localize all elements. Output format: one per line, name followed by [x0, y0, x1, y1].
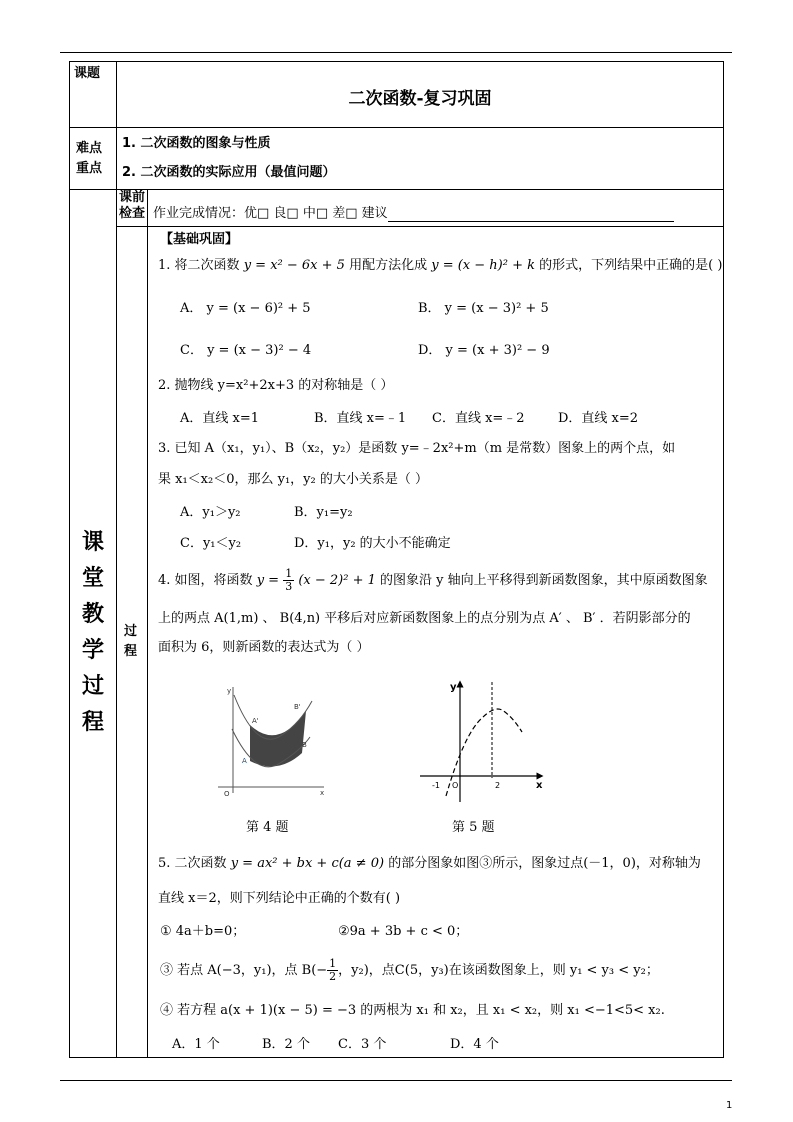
q1-expr2: y = (x − h)² + k — [431, 258, 535, 273]
side-char: 学 — [81, 638, 104, 663]
q4-y-eq: y = — [256, 573, 280, 588]
q2-option-d: D．直线 x=2 — [558, 411, 639, 426]
fig4-label-x: x — [320, 789, 325, 797]
q5-c3-b: ，y₂)，点C(5，y₃)在该函数图象上，则 y₁ < y₃ < y₂； — [338, 963, 659, 978]
q1-stem-c: 的形式，下列结果中正确的是( ) — [539, 258, 723, 273]
figure-4 — [212, 683, 342, 803]
side-char: 教 — [81, 602, 104, 627]
figure-5 — [418, 678, 558, 802]
precheck-label-line1: 课前 — [119, 190, 146, 205]
q2-option-b: B．直线 x=﹣1 — [314, 411, 407, 426]
key-label — [76, 141, 102, 177]
q5-line1 — [158, 856, 701, 872]
q1-option-b: B． y = (x − 3)² + 5 — [418, 301, 549, 316]
q4-line2: 上的两点 A(1,m) 、 B(4,n) 平移后对应新函数图象上的点分别为点 A′ 、 B′ ．若阴影部分的 — [158, 611, 691, 626]
side-char: 课 — [81, 530, 104, 555]
precheck-prompt: 作业完成情况：优□ 良□ 中□ 差□ 建议 — [153, 206, 388, 221]
page-number: 1 — [726, 1100, 733, 1111]
page-title: 二次函数-复习巩固 — [348, 89, 492, 109]
suggestion-blank — [388, 209, 674, 222]
q4-line1-a: 4. 如图，将函数 — [158, 573, 253, 588]
q3-option-b: B．y₁=y₂ — [294, 505, 353, 520]
q2-option-a: A．直线 x=1 — [180, 411, 260, 426]
q5-line1-c: 的部分图象如图③所示，图象过点(－1，0)，对称轴为 — [388, 856, 701, 871]
fig5-label-x: x — [536, 780, 543, 791]
q1-stem-a: 1. 将二次函数 — [158, 258, 240, 273]
key-label-line1: 难点 — [76, 141, 103, 156]
precheck-label-line2: 检查 — [119, 206, 146, 221]
q2-stem: 2. 抛物线 y=x²+2x+3 的对称轴是（ ） — [158, 378, 394, 393]
fig4-label-a: A — [242, 757, 247, 765]
q3-line1: 3. 已知 A（x₁，y₁）、B（x₂，y₂）是函数 y=﹣2x²+m（m 是常数）图象上的两个点，如 — [158, 441, 676, 456]
process-char: 程 — [124, 644, 138, 659]
fig5-label-2: 2 — [495, 781, 501, 790]
q4-line1-c: 的图象沿 y 轴向上平移得到新函数图象，其中原函数图象 — [380, 573, 708, 588]
q3-line2: 果 x₁＜x₂＜0，那么 y₁，y₂ 的大小关系是（ ） — [158, 472, 428, 487]
fig4-label-y: y — [227, 687, 232, 695]
fig4-caption: 第 4 题 — [246, 820, 289, 835]
q1-expr1: y = x² − 6x + 5 — [243, 258, 345, 273]
side-char: 程 — [81, 710, 104, 735]
q5-conclusion-1: ① 4a＋b=0； — [160, 924, 246, 939]
key-point-2: 2. 二次函数的实际应用（最值问题） — [122, 165, 336, 180]
process-label — [124, 624, 137, 660]
q3-option-d: D．y₁，y₂ 的大小不能确定 — [294, 536, 451, 551]
q3-option-c: C．y₁＜y₂ — [180, 536, 242, 551]
fig4-label-b: B — [302, 741, 307, 749]
fig5-caption: 第 5 题 — [452, 820, 495, 835]
q4-line3: 面积为 6，则新函数的表达式为（ ） — [158, 640, 370, 655]
side-label-classroom-process — [76, 525, 110, 741]
q5-conclusion-2: ②9a + 3b + c < 0； — [338, 924, 469, 939]
q5-line1-a: 5. 二次函数 — [158, 856, 227, 871]
fig4-label-o: O — [224, 790, 230, 798]
topic-label: 课题 — [74, 66, 101, 81]
fig5-label-o: O — [452, 781, 459, 790]
q5-half-fraction: $\frac{1}{2}$ — [329, 957, 337, 983]
fig4-label-a-prime: A' — [252, 717, 259, 725]
key-label-line2: 重点 — [76, 161, 103, 176]
side-char: 过 — [81, 674, 104, 699]
q2-option-c: C．直线 x=﹣2 — [432, 411, 525, 426]
fig4-label-b-prime: B' — [294, 703, 301, 711]
q1-stem — [158, 258, 722, 274]
q5-conclusion-4: ④ 若方程 a(x + 1)(x − 5) = −3 的两根为 x₁ 和 x₂，且 x₁ < x₂，则 x₁ <−1<5< x₂. — [160, 1003, 665, 1018]
q3-option-a: A．y₁＞y₂ — [180, 505, 241, 520]
q4-fraction: $\frac{1}{3}$ — [285, 567, 293, 593]
q5-option-b: B．2 个 — [262, 1037, 310, 1052]
q5-expr: y = ax² + bx + c(a ≠ 0) — [230, 856, 385, 871]
side-char: 堂 — [81, 566, 104, 591]
precheck-text — [153, 206, 674, 222]
q1-stem-b: 用配方法化成 — [349, 258, 428, 273]
q5-c3-a: ③ 若点 A(−3，y₁)，点 B(− — [160, 963, 328, 978]
q1-option-a: A． y = (x − 6)² + 5 — [180, 301, 311, 316]
precheck-label — [119, 190, 145, 222]
q4-expr: (x − 2)² + 1 — [298, 573, 376, 588]
section-title: 【基础巩固】 — [160, 232, 239, 247]
q5-conclusion-3 — [160, 958, 659, 983]
q1-option-c: C． y = (x − 3)² − 4 — [180, 343, 312, 358]
process-char: 过 — [124, 624, 138, 639]
q5-option-c: C．3 个 — [338, 1037, 387, 1052]
fig5-label-neg1: -1 — [432, 781, 440, 790]
fig5-label-y: y — [450, 682, 457, 693]
q5-option-d: D．4 个 — [450, 1037, 499, 1052]
q5-option-a: A．1 个 — [172, 1037, 220, 1052]
q1-option-d: D． y = (x + 3)² − 9 — [418, 343, 550, 358]
key-point-1: 1. 二次函数的图象与性质 — [122, 136, 271, 151]
q4-line1 — [158, 568, 708, 593]
q5-line2: 直线 x＝2，则下列结论中正确的个数有( ) — [158, 891, 401, 906]
